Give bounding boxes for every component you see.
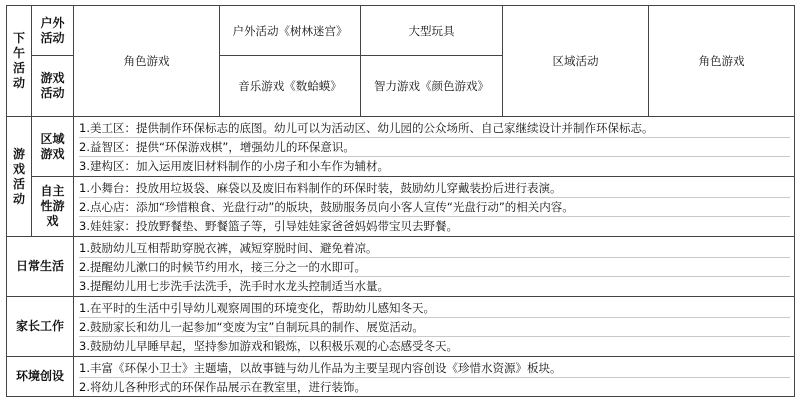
game-label-line: 活动: [40, 86, 65, 100]
self-game-label-line: 戏: [46, 214, 59, 228]
environment-row: [7, 357, 795, 397]
plan-table-frame: [6, 5, 794, 396]
weekly-plan-table: [6, 5, 795, 397]
list-item: 2.点心店：添加“珍惜粮食、光盘行动”的版块，鼓励服务员向小客人宣传“光盘行动”的相关内容。: [79, 198, 790, 217]
self-game-label-line: 性游: [40, 199, 65, 213]
environment-label: 环境创设: [7, 357, 74, 397]
self-game-content: [74, 177, 795, 237]
environment-content: [74, 357, 795, 397]
game-section-char: 动: [12, 191, 25, 206]
list-item: 3.提醒幼儿用七步洗手法洗手，洗手时水龙头控制适当水量。: [79, 279, 389, 293]
list-item: 3.鼓励幼儿早睡早起，坚持参加游戏和锻炼，以积极乐观的心态感受冬天。: [79, 339, 458, 353]
area-game-row: [7, 117, 795, 177]
list-item: 2.鼓励家长和幼儿一起参加“变废为宝”自制玩具的制作、展览活动。: [79, 318, 790, 337]
afternoon-label: [7, 6, 32, 117]
list-item: 1.在平时的生活中引导幼儿观察周围的环境变化，帮助幼儿感知冬天。: [79, 299, 790, 318]
self-game-row: [7, 177, 795, 237]
list-item: 2.将幼儿各种形式的环保作品展示在教室里，进行装饰。: [79, 379, 366, 394]
area-game-label-line: 游戏: [40, 146, 65, 161]
list-item: 3.娃娃家：投放野餐垫、野餐篮子等，引导娃娃家爸爸妈妈带宝贝去野餐。: [79, 219, 458, 233]
parents-label: 家长工作: [7, 297, 74, 357]
music-game-cell: 音乐游戏《数蛤蟆》: [220, 56, 361, 117]
role-play-cell-last: 角色游戏: [649, 6, 795, 117]
daily-life-label: 日常生活: [7, 237, 74, 297]
self-game-label: [32, 177, 74, 237]
area-game-content: [74, 117, 795, 177]
daily-life-content: [74, 237, 795, 297]
game-activity-label: [32, 56, 74, 117]
game-section-char: 戏: [12, 161, 25, 176]
outdoor-maze-cell: 户外活动《树林迷宫》: [220, 6, 361, 56]
afternoon-label-char: 动: [12, 76, 25, 90]
afternoon-label-char: 活: [12, 61, 25, 75]
outdoor-activity-label: [32, 6, 74, 56]
game-section-char: 游: [12, 146, 25, 161]
area-game-label-line: 区域: [40, 131, 65, 146]
list-item: 2.益智区：提供“环保游戏棋”，增强幼儿的环保意识。: [79, 138, 790, 157]
list-item: 3.建构区：加入运用废旧材料制作的小房子和小车作为辅材。: [79, 159, 389, 173]
puzzle-game-cell: 智力游戏《颜色游戏》: [361, 56, 503, 117]
area-activity-cell: 区域活动: [503, 6, 649, 117]
list-item: 1.丰富《环保小卫士》主题墙，以故事链与幼儿作品为主要呈现内容创设《珍惜水资源》板块。: [79, 359, 790, 378]
list-item: 2.提醒幼儿漱口的时候节约用水，接三分之一的水即可。: [79, 258, 790, 277]
big-toys-cell: 大型玩具: [361, 6, 503, 56]
list-item: 1.美工区：提供制作环保标志的底图。幼儿可以为活动区、幼儿园的公众场所、自己家继续设计并制作环保标志。: [79, 119, 790, 138]
daily-life-row: [7, 237, 795, 297]
list-item: 1.小舞台：投放用垃圾袋、麻袋以及废旧布料制作的环保时装，鼓励幼儿穿戴装扮后进行表演。: [79, 179, 790, 198]
list-item: 1.鼓励幼儿互相帮助穿脱衣裤，减短穿脱时间、避免着凉。: [79, 239, 790, 258]
outdoor-label-line: 户外: [40, 15, 65, 30]
afternoon-label-char: 午: [12, 46, 25, 60]
parents-content: [74, 297, 795, 357]
role-play-cell: 角色游戏: [74, 6, 220, 117]
self-game-label-line: 自主: [40, 184, 65, 198]
game-section-label: [7, 117, 32, 237]
parents-row: [7, 297, 795, 357]
afternoon-row-outdoor: [7, 6, 795, 56]
game-label-line: 游戏: [40, 71, 65, 85]
outdoor-label-line: 活动: [40, 30, 65, 45]
game-section-char: 活: [12, 176, 25, 191]
area-game-label: [32, 117, 74, 177]
afternoon-label-char: 下: [12, 31, 25, 45]
